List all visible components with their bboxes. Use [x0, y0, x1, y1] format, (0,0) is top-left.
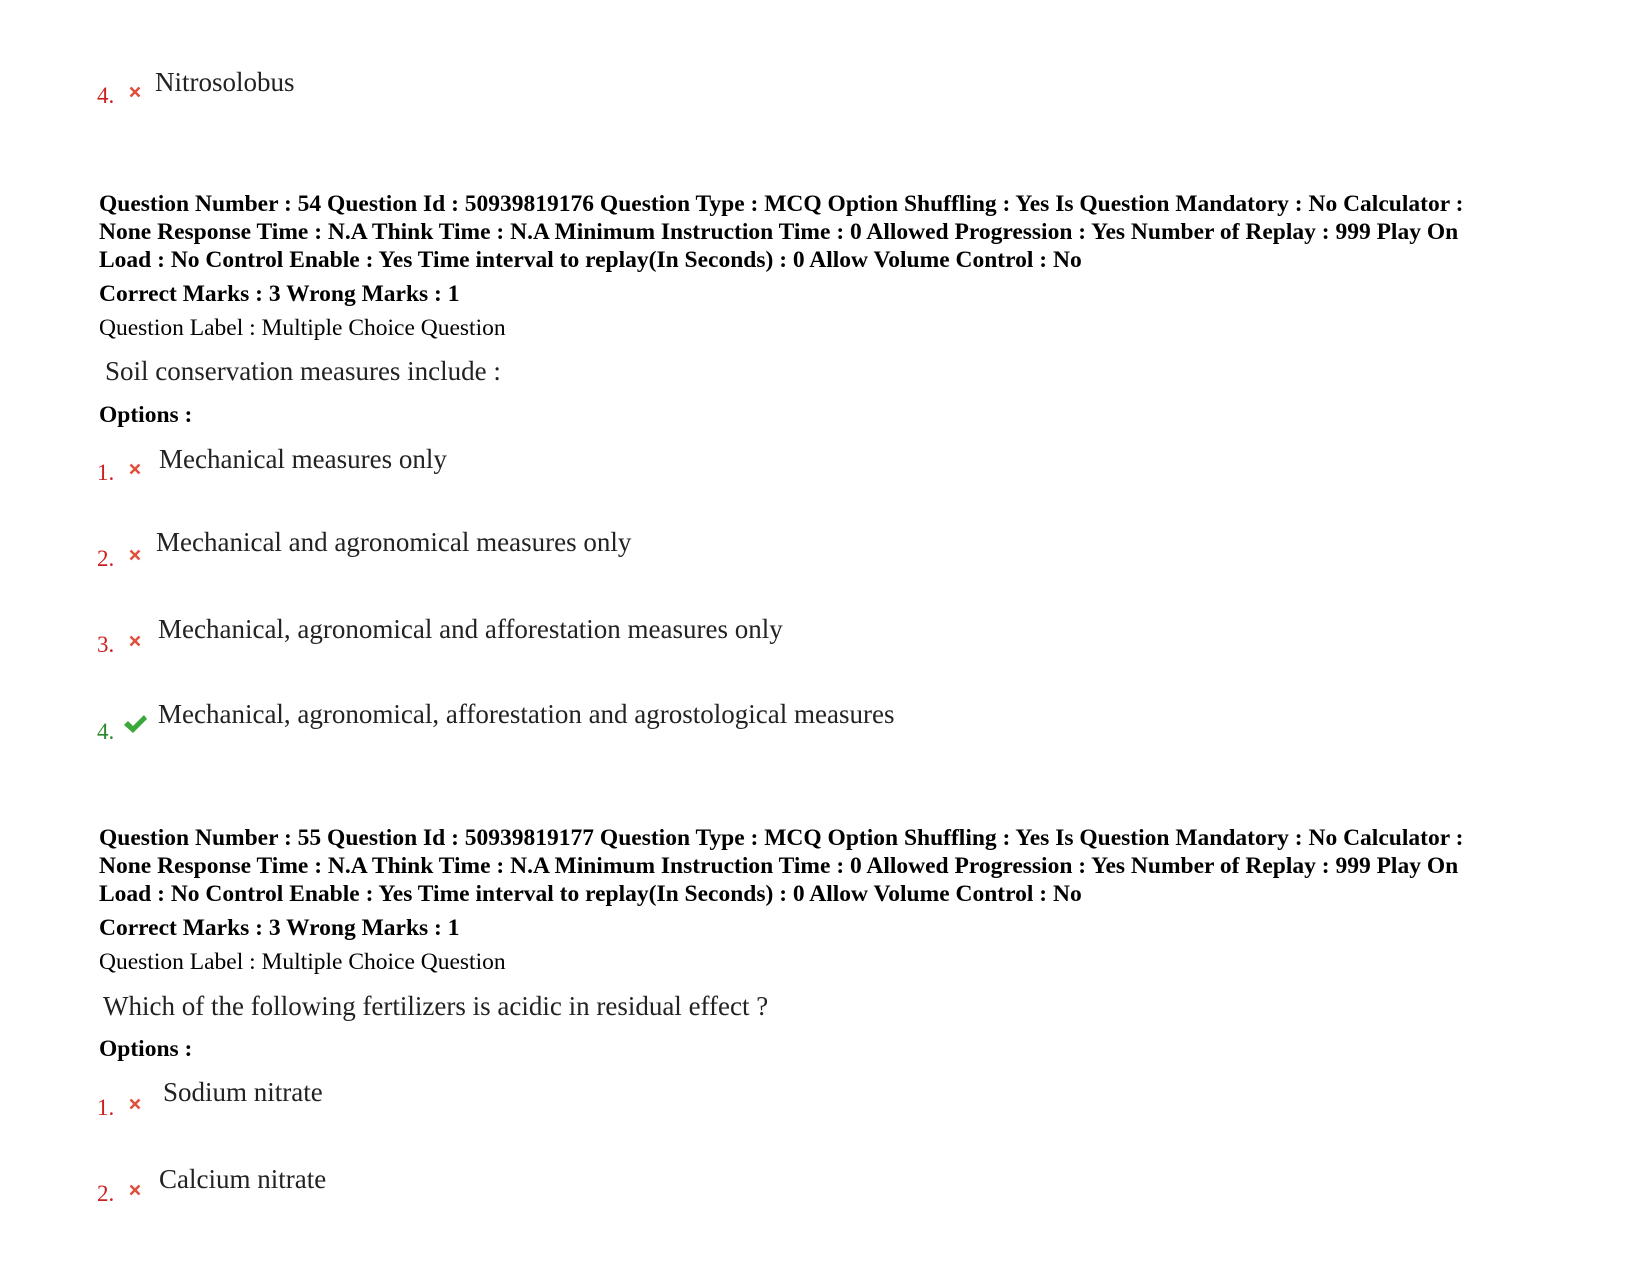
wrong-cross-icon: [126, 83, 144, 101]
option-text: Mechanical, agronomical, afforestation and agrostological measures: [158, 699, 895, 729]
wrong-cross-icon: [126, 460, 144, 478]
question-label: Question Label : Multiple Choice Question: [99, 315, 506, 341]
option-text: Calcium nitrate: [159, 1164, 327, 1194]
option-number: 2.: [97, 546, 115, 571]
question-text: Which of the following fertilizers is acidic in residual effect ?: [103, 991, 769, 1021]
options-heading: Options :: [99, 402, 193, 428]
options-heading: Options :: [99, 1036, 193, 1062]
marks-info: Correct Marks : 3 Wrong Marks : 1: [99, 281, 460, 307]
option-text: Mechanical, agronomical and afforestation measures only: [158, 614, 783, 644]
question-label: Question Label : Multiple Choice Question: [99, 949, 506, 975]
option-number: 4.: [97, 719, 115, 744]
marks-info: Correct Marks : 3 Wrong Marks : 1: [99, 915, 460, 941]
question-meta: [99, 190, 1569, 274]
option-text: Mechanical and agronomical measures only: [156, 527, 632, 557]
question-meta-line: Question Number : 55 Question Id : 50939819177 Question Type : MCQ Option Shuffling : Yes Is Question Mandatory : No Calculator :: [99, 825, 1464, 851]
question-meta: [99, 824, 1569, 908]
option-number: 2.: [97, 1181, 115, 1206]
question-meta-line: Load : No Control Enable : Yes Time interval to replay(In Seconds) : 0 Allow Volume Control : No: [99, 247, 1082, 273]
option-number: 1.: [97, 1095, 115, 1120]
question-meta-line: Load : No Control Enable : Yes Time interval to replay(In Seconds) : 0 Allow Volume Control : No: [99, 881, 1082, 907]
wrong-cross-icon: [126, 1095, 144, 1113]
option-number: 3.: [97, 632, 115, 657]
option-text: Nitrosolobus: [155, 67, 295, 97]
correct-check-icon: [122, 712, 148, 736]
wrong-cross-icon: [126, 632, 144, 650]
option-number: 1.: [97, 460, 115, 485]
question-text: Soil conservation measures include :: [105, 356, 501, 386]
question-meta-line: None Response Time : N.A Think Time : N.A Minimum Instruction Time : 0 Allowed Progression : Yes Number of Replay : 999 Play On: [99, 219, 1459, 245]
wrong-cross-icon: [126, 546, 144, 564]
option-text: Sodium nitrate: [163, 1077, 323, 1107]
wrong-cross-icon: [126, 1181, 144, 1199]
question-meta-line: Question Number : 54 Question Id : 50939819176 Question Type : MCQ Option Shuffling : Yes Is Question Mandatory : No Calculator :: [99, 191, 1464, 217]
option-number: 4.: [97, 83, 115, 108]
option-text: Mechanical measures only: [159, 444, 447, 474]
question-meta-line: None Response Time : N.A Think Time : N.A Minimum Instruction Time : 0 Allowed Progression : Yes Number of Replay : 999 Play On: [99, 853, 1459, 879]
